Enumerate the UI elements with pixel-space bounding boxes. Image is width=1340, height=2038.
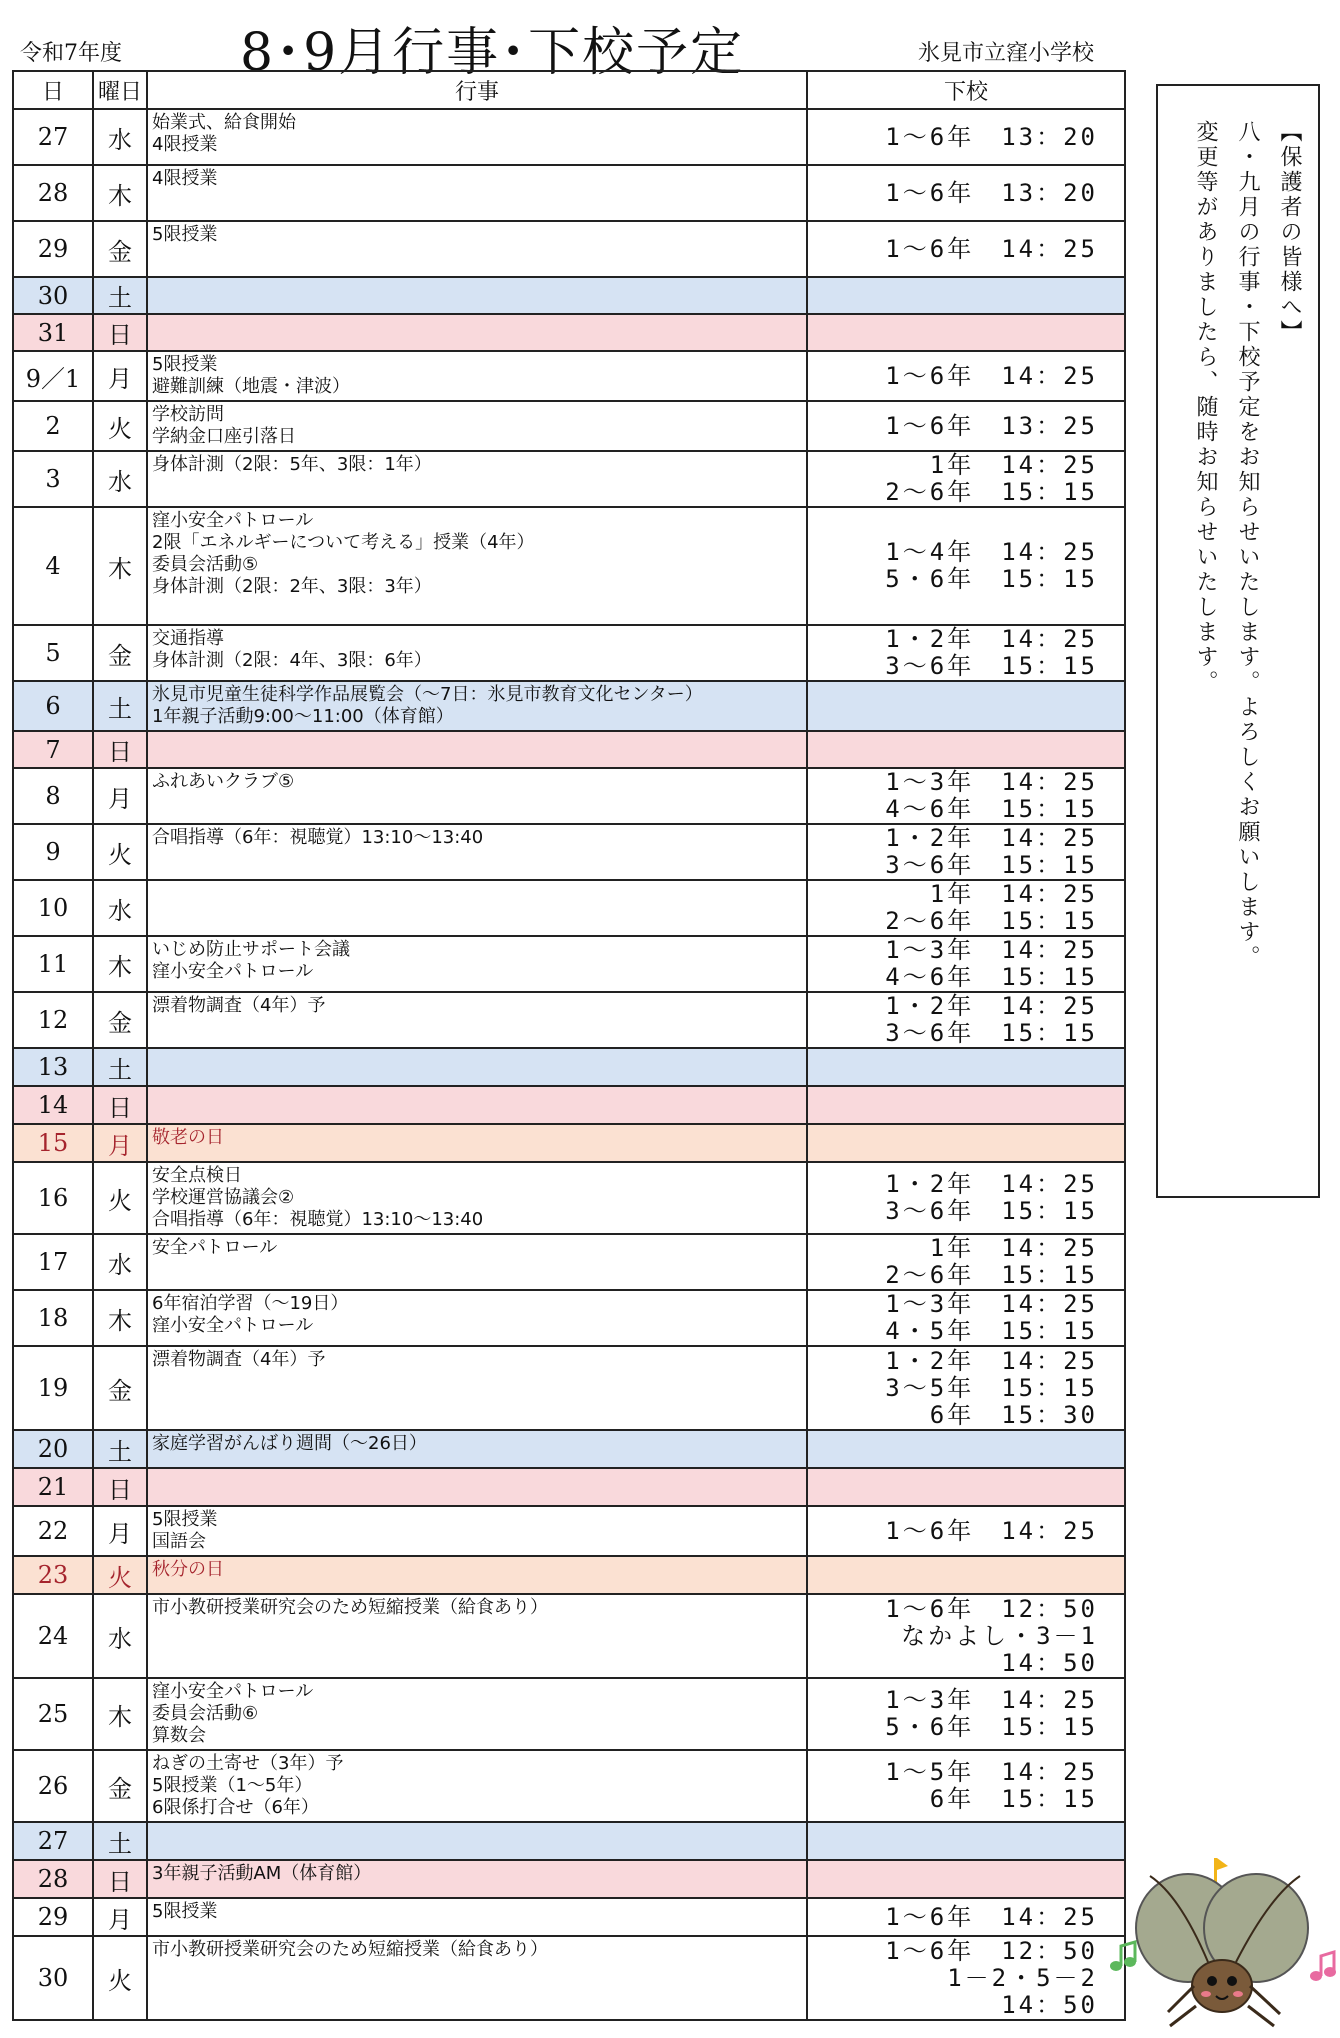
- table-row: [13, 221, 1125, 277]
- day-cell: 7: [13, 731, 93, 768]
- day-cell: 14: [13, 1086, 93, 1124]
- weekday-cell: 金: [93, 1346, 147, 1430]
- table-row: [13, 277, 1125, 314]
- events-cell: 5限授業 国語会: [147, 1506, 807, 1556]
- fiscal-year: 令和7年度: [20, 41, 122, 66]
- weekday-cell: 土: [93, 681, 147, 731]
- weekday-cell: 土: [93, 1430, 147, 1468]
- dismissal-cell: 1～3年 14：25 4～6年 15：15: [807, 936, 1125, 992]
- day-cell: 5: [13, 625, 93, 681]
- day-cell: 29: [13, 1898, 93, 1936]
- dismissal-cell: [807, 314, 1125, 351]
- notice-line-2: 変更等がありましたら、随時お知らせいたします。: [1193, 120, 1218, 695]
- events-cell: 市小教研授業研究会のため短縮授業（給食あり）: [147, 1936, 807, 2020]
- weekday-cell: 水: [93, 1234, 147, 1290]
- weekday-cell: 月: [93, 768, 147, 824]
- dismissal-cell: 1～4年 14：25 5・6年 15：15: [807, 507, 1125, 625]
- table-row: [13, 936, 1125, 992]
- column-header-day: 日: [13, 71, 93, 109]
- table-row: [13, 992, 1125, 1048]
- dismissal-cell: [807, 1048, 1125, 1086]
- day-cell: 18: [13, 1290, 93, 1346]
- events-cell: いじめ防止サポート会議 窪小安全パトロール: [147, 936, 807, 992]
- day-cell: 20: [13, 1430, 93, 1468]
- column-header-weekday: 曜日: [93, 71, 147, 109]
- dismissal-cell: [807, 1468, 1125, 1506]
- table-row: [13, 1506, 1125, 1556]
- events-cell: 身体計測（2限：5年、3限：1年）: [147, 451, 807, 507]
- weekday-cell: 土: [93, 1822, 147, 1860]
- table-row: [13, 165, 1125, 221]
- events-cell: 敬老の日: [147, 1124, 807, 1162]
- weekday-cell: 水: [93, 880, 147, 936]
- day-cell: 29: [13, 221, 93, 277]
- dismissal-cell: 1・2年 14：25 3～6年 15：15: [807, 1162, 1125, 1234]
- weekday-cell: 水: [93, 109, 147, 165]
- table-row: [13, 1936, 1125, 2020]
- weekday-cell: 金: [93, 221, 147, 277]
- table-row: [13, 1468, 1125, 1506]
- notice-line-1: 八・九月の行事・下校予定をお知らせいたします。よろしくお願いします。: [1235, 120, 1260, 970]
- table-row: [13, 1124, 1125, 1162]
- events-cell: [147, 314, 807, 351]
- dismissal-cell: [807, 277, 1125, 314]
- table-row: [13, 1556, 1125, 1594]
- dismissal-cell: 1・2年 14：25 3～6年 15：15: [807, 625, 1125, 681]
- dismissal-cell: 1～6年 13：20: [807, 165, 1125, 221]
- table-row: [13, 1860, 1125, 1898]
- events-cell: [147, 731, 807, 768]
- day-cell: 30: [13, 277, 93, 314]
- events-cell: 漂着物調査（4年）予: [147, 1346, 807, 1430]
- weekday-cell: 日: [93, 731, 147, 768]
- events-cell: [147, 1468, 807, 1506]
- day-cell: 9／1: [13, 351, 93, 401]
- column-header-events: 行事: [147, 71, 807, 109]
- day-cell: 28: [13, 165, 93, 221]
- table-row: [13, 1162, 1125, 1234]
- events-cell: 窪小安全パトロール 委員会活動⑥ 算数会: [147, 1678, 807, 1750]
- dismissal-cell: 1～6年 14：25: [807, 1506, 1125, 1556]
- weekday-cell: 月: [93, 1898, 147, 1936]
- table-row: [13, 824, 1125, 880]
- day-cell: 30: [13, 1936, 93, 2020]
- table-row: [13, 314, 1125, 351]
- table-row: [13, 109, 1125, 165]
- table-row: [13, 681, 1125, 731]
- table-row: [13, 351, 1125, 401]
- weekday-cell: 金: [93, 992, 147, 1048]
- weekday-cell: 土: [93, 1048, 147, 1086]
- table-row: [13, 768, 1125, 824]
- dismissal-cell: 1年 14：25 2～6年 15：15: [807, 880, 1125, 936]
- day-cell: 22: [13, 1506, 93, 1556]
- events-cell: ねぎの土寄せ（3年）予 5限授業（1～5年） 6限係打合せ（6年）: [147, 1750, 807, 1822]
- dismissal-cell: [807, 1086, 1125, 1124]
- dismissal-cell: [807, 1430, 1125, 1468]
- table-row: [13, 731, 1125, 768]
- day-cell: 8: [13, 768, 93, 824]
- dismissal-cell: [807, 731, 1125, 768]
- events-cell: 5限授業: [147, 1898, 807, 1936]
- day-cell: 16: [13, 1162, 93, 1234]
- dismissal-cell: [807, 681, 1125, 731]
- day-cell: 9: [13, 824, 93, 880]
- weekday-cell: 土: [93, 277, 147, 314]
- events-cell: 氷見市児童生徒科学作品展覧会（～7日：氷見市教育文化センター） 1年親子活動9:00～11:00（体育館）: [147, 681, 807, 731]
- dismissal-cell: 1～6年 13：25: [807, 401, 1125, 451]
- table-row: [13, 1290, 1125, 1346]
- cricket-with-music-notes-icon: [1110, 1836, 1336, 2036]
- table-row: [13, 1430, 1125, 1468]
- day-cell: 31: [13, 314, 93, 351]
- dismissal-cell: 1～3年 14：25 4～6年 15：15: [807, 768, 1125, 824]
- dismissal-cell: 1・2年 14：25 3～6年 15：15: [807, 824, 1125, 880]
- table-row: [13, 401, 1125, 451]
- weekday-cell: 日: [93, 1086, 147, 1124]
- events-cell: 秋分の日: [147, 1556, 807, 1594]
- dismissal-cell: 1～6年 14：25: [807, 221, 1125, 277]
- events-cell: [147, 880, 807, 936]
- weekday-cell: 月: [93, 1506, 147, 1556]
- dismissal-cell: 1～6年 13：20: [807, 109, 1125, 165]
- events-cell: 窪小安全パトロール 2限「エネルギーについて考える」授業（4年） 委員会活動⑤ 身体計測（2限：2年、3限：3年）: [147, 507, 807, 625]
- events-cell: 4限授業: [147, 165, 807, 221]
- music-note-pink-icon: [1310, 1952, 1336, 1981]
- weekday-cell: 日: [93, 1468, 147, 1506]
- weekday-cell: 火: [93, 401, 147, 451]
- dismissal-cell: 1年 14：25 2～6年 15：15: [807, 451, 1125, 507]
- dismissal-cell: [807, 1556, 1125, 1594]
- weekday-cell: 木: [93, 1678, 147, 1750]
- events-cell: 合唱指導（6年：視聴覚）13:10～13:40: [147, 824, 807, 880]
- table-row: [13, 507, 1125, 625]
- table-header-row: [13, 71, 1125, 109]
- day-cell: 3: [13, 451, 93, 507]
- events-cell: 市小教研授業研究会のため短縮授業（給食あり）: [147, 1594, 807, 1678]
- day-cell: 11: [13, 936, 93, 992]
- day-cell: 6: [13, 681, 93, 731]
- parent-notice-box: [1156, 84, 1320, 1198]
- day-cell: 25: [13, 1678, 93, 1750]
- day-cell: 13: [13, 1048, 93, 1086]
- events-cell: 6年宿泊学習（～19日） 窪小安全パトロール: [147, 1290, 807, 1346]
- events-cell: ふれあいクラブ⑤: [147, 768, 807, 824]
- dismissal-cell: 1～3年 14：25 5・6年 15：15: [807, 1678, 1125, 1750]
- day-cell: 19: [13, 1346, 93, 1430]
- events-cell: [147, 277, 807, 314]
- weekday-cell: 火: [93, 1162, 147, 1234]
- dismissal-cell: 1～3年 14：25 4・5年 15：15: [807, 1290, 1125, 1346]
- schedule-table: [12, 70, 1126, 2021]
- day-cell: 24: [13, 1594, 93, 1678]
- day-cell: 27: [13, 1822, 93, 1860]
- page-title: 8･9月行事･下校予定: [240, 23, 745, 83]
- events-cell: 家庭学習がんばり週間（～26日）: [147, 1430, 807, 1468]
- weekday-cell: 木: [93, 165, 147, 221]
- dismissal-cell: 1～6年 12：50 1－2・5－2 14：50: [807, 1936, 1125, 2020]
- weekday-cell: 水: [93, 1594, 147, 1678]
- table-row: [13, 625, 1125, 681]
- school-name: 氷見市立窪小学校: [918, 41, 1095, 66]
- events-cell: [147, 1086, 807, 1124]
- weekday-cell: 金: [93, 1750, 147, 1822]
- music-note-green-icon: [1110, 1942, 1136, 1971]
- table-row: [13, 1234, 1125, 1290]
- notice-heading: 【保護者の皆様へ】: [1277, 120, 1302, 345]
- day-cell: 12: [13, 992, 93, 1048]
- events-cell: 学校訪問 学納金口座引落日: [147, 401, 807, 451]
- column-header-dismissal: 下校: [807, 71, 1125, 109]
- weekday-cell: 木: [93, 936, 147, 992]
- events-cell: 安全パトロール: [147, 1234, 807, 1290]
- events-cell: 交通指導 身体計測（2限：4年、3限：6年）: [147, 625, 807, 681]
- dismissal-cell: 1～6年 14：25: [807, 351, 1125, 401]
- dismissal-cell: [807, 1860, 1125, 1898]
- weekday-cell: 月: [93, 1124, 147, 1162]
- day-cell: 2: [13, 401, 93, 451]
- events-cell: 5限授業 避難訓練（地震・津波）: [147, 351, 807, 401]
- day-cell: 21: [13, 1468, 93, 1506]
- table-row: [13, 1898, 1125, 1936]
- weekday-cell: 月: [93, 351, 147, 401]
- table-row: [13, 1086, 1125, 1124]
- table-row: [13, 1346, 1125, 1430]
- day-cell: 10: [13, 880, 93, 936]
- events-cell: 漂着物調査（4年）予: [147, 992, 807, 1048]
- table-row: [13, 1048, 1125, 1086]
- table-row: [13, 451, 1125, 507]
- dismissal-cell: 1～6年 14：25: [807, 1898, 1125, 1936]
- day-cell: 27: [13, 109, 93, 165]
- weekday-cell: 金: [93, 625, 147, 681]
- day-cell: 15: [13, 1124, 93, 1162]
- weekday-cell: 日: [93, 1860, 147, 1898]
- dismissal-cell: [807, 1124, 1125, 1162]
- dismissal-cell: 1・2年 14：25 3～6年 15：15: [807, 992, 1125, 1048]
- events-cell: 安全点検日 学校運営協議会② 合唱指導（6年：視聴覚）13:10～13:40: [147, 1162, 807, 1234]
- table-row: [13, 1594, 1125, 1678]
- dismissal-cell: 1～6年 12：50 なかよし・3－1 14：50: [807, 1594, 1125, 1678]
- day-cell: 28: [13, 1860, 93, 1898]
- dismissal-cell: 1～5年 14：25 6年 15：15: [807, 1750, 1125, 1822]
- table-row: [13, 880, 1125, 936]
- events-cell: 5限授業: [147, 221, 807, 277]
- weekday-cell: 木: [93, 1290, 147, 1346]
- day-cell: 17: [13, 1234, 93, 1290]
- day-cell: 26: [13, 1750, 93, 1822]
- events-cell: 3年親子活動AM（体育館）: [147, 1860, 807, 1898]
- day-cell: 4: [13, 507, 93, 625]
- weekday-cell: 日: [93, 314, 147, 351]
- events-cell: 始業式、給食開始 4限授業: [147, 109, 807, 165]
- events-cell: [147, 1822, 807, 1860]
- table-row: [13, 1822, 1125, 1860]
- table-row: [13, 1678, 1125, 1750]
- dismissal-cell: 1・2年 14：25 3～5年 15：15 6年 15：30: [807, 1346, 1125, 1430]
- weekday-cell: 火: [93, 1936, 147, 2020]
- dismissal-cell: [807, 1822, 1125, 1860]
- weekday-cell: 木: [93, 507, 147, 625]
- day-cell: 23: [13, 1556, 93, 1594]
- weekday-cell: 火: [93, 1556, 147, 1594]
- table-row: [13, 1750, 1125, 1822]
- dismissal-cell: 1年 14：25 2～6年 15：15: [807, 1234, 1125, 1290]
- events-cell: [147, 1048, 807, 1086]
- weekday-cell: 水: [93, 451, 147, 507]
- weekday-cell: 火: [93, 824, 147, 880]
